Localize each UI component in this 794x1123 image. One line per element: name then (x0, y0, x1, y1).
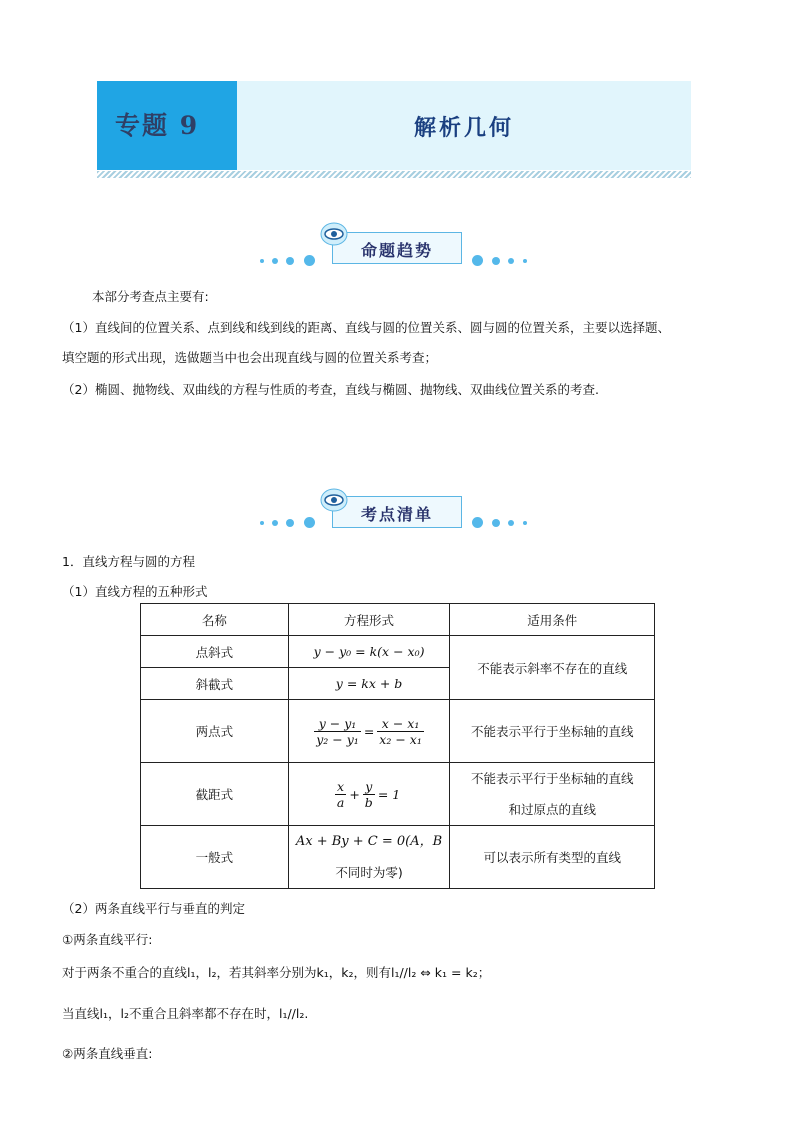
table-header-row (141, 604, 655, 636)
perpendicular-title: ②两条直线垂直: (62, 1046, 153, 1061)
line-equation-forms-table (140, 603, 655, 889)
decor-dot (508, 520, 514, 526)
row-condition (450, 763, 655, 826)
decor-dot (286, 519, 294, 527)
badge-box (332, 496, 462, 528)
row-name: 两点式 (141, 700, 289, 763)
row-formula: y − y₀ = k(x − x₀) (288, 636, 450, 668)
row-name: 截距式 (141, 763, 289, 826)
decor-dot (472, 517, 483, 528)
fraction-denominator: a (336, 794, 345, 810)
table-row (141, 763, 655, 826)
fraction (314, 716, 361, 747)
parallel-title: ①两条直线平行: (62, 932, 153, 947)
chapter-label: 专题 9 (115, 111, 200, 140)
fraction (363, 779, 375, 810)
row-condition: 不能表示平行于坐标轴的直线 (450, 700, 655, 763)
parallel-no-slope: 当直线l₁，l₂不重合且斜率都不存在时，l₁//l₂. (62, 1006, 309, 1021)
fraction-denominator: b (364, 794, 373, 810)
decor-dot (272, 520, 278, 526)
eye-icon (320, 488, 348, 512)
formula-rhs: = 1 (377, 786, 401, 802)
decor-dot (272, 258, 278, 264)
decor-dot (304, 255, 315, 266)
decor-dot (472, 255, 483, 266)
decor-dot (492, 519, 500, 527)
fraction-numerator: y − y₁ (314, 716, 361, 732)
formula-line-2: 不同时为零) (335, 865, 403, 880)
row-name: 点斜式 (141, 636, 289, 668)
badge-label: 命题趋势 (360, 241, 433, 260)
header-condition: 适用条件 (450, 604, 655, 636)
row-name: 斜截式 (141, 668, 289, 700)
decor-dot (304, 517, 315, 528)
decor-dot (508, 258, 514, 264)
banner-stripe (97, 171, 691, 178)
fraction-numerator: y (363, 779, 375, 795)
row-condition: 可以表示所有类型的直线 (450, 826, 655, 889)
point-2: （2）椭圆、抛物线、双曲线的方程与性质的考查，直线与椭圆、抛物线、双曲线位置关系的考查. (62, 382, 599, 397)
chapter-banner (97, 81, 691, 170)
table-row (141, 700, 655, 763)
row-formula: y = kx + b (288, 668, 450, 700)
eye-icon (320, 222, 348, 246)
heading-five-forms: （1）直线方程的五种形式 (62, 584, 208, 599)
section-badge-trend (258, 222, 534, 266)
decor-dot (260, 259, 264, 263)
fraction-denominator: y₂ − y₁ (316, 731, 359, 747)
point-1-line-2: 填空题的形式出现，选做题当中也会出现直线与圆的位置关系考查； (62, 350, 438, 365)
fraction (335, 779, 346, 810)
heading-line-circle-equations: 1．直线方程与圆的方程 (62, 554, 195, 569)
fraction (377, 716, 424, 747)
fraction-numerator: x (335, 779, 346, 795)
decor-dot (523, 521, 527, 525)
heading-parallel-perpendicular: （2）两条直线平行与垂直的判定 (62, 901, 245, 916)
fraction-denominator: x₂ − x₁ (379, 731, 422, 747)
row-formula: $\frac{\text{y − y₁}}{\text{y₂ − y₁}}$ = $\frac{\text{x − x₁}}{\text{x₂ − x₁}}$ (288, 700, 450, 763)
parallel-condition: 对于两条不重合的直线l₁，l₂，若其斜率分别为k₁，k₂，则有l₁//l₂ ⇔ k₁ = k₂； (62, 965, 491, 980)
section-badge-checklist (258, 492, 534, 536)
intro-text: 本部分考查点主要有: (92, 289, 209, 304)
badge-box (332, 232, 462, 264)
chapter-title: 解析几何 (413, 116, 514, 141)
decor-dot (286, 257, 294, 265)
fraction-numerator: x − x₁ (377, 716, 424, 732)
point-1-line-1: （1）直线间的位置关系、点到线和线到线的距离、直线与圆的位置关系、圆与圆的位置关系，主要以选择题、 (62, 320, 670, 335)
decor-dot (523, 259, 527, 263)
row-formula (288, 826, 450, 889)
row-condition: 不能表示斜率不存在的直线 (450, 636, 655, 700)
condition-line-2: 和过原点的直线 (508, 802, 596, 817)
header-form: 方程形式 (288, 604, 450, 636)
badge-label: 考点清单 (360, 505, 433, 524)
row-name: 一般式 (141, 826, 289, 889)
decor-dot (492, 257, 500, 265)
table-row (141, 636, 655, 668)
condition-line-1: 不能表示平行于坐标轴的直线 (470, 771, 634, 786)
header-name: 名称 (141, 604, 289, 636)
table-row (141, 826, 655, 889)
row-formula: $\frac{x}{a}$ + $\frac{y}{b}$ = 1 (288, 763, 450, 826)
formula-line-1: Ax + By + C = 0(A，B (295, 834, 443, 849)
chapter-label-box (97, 81, 237, 170)
decor-dot (260, 521, 264, 525)
